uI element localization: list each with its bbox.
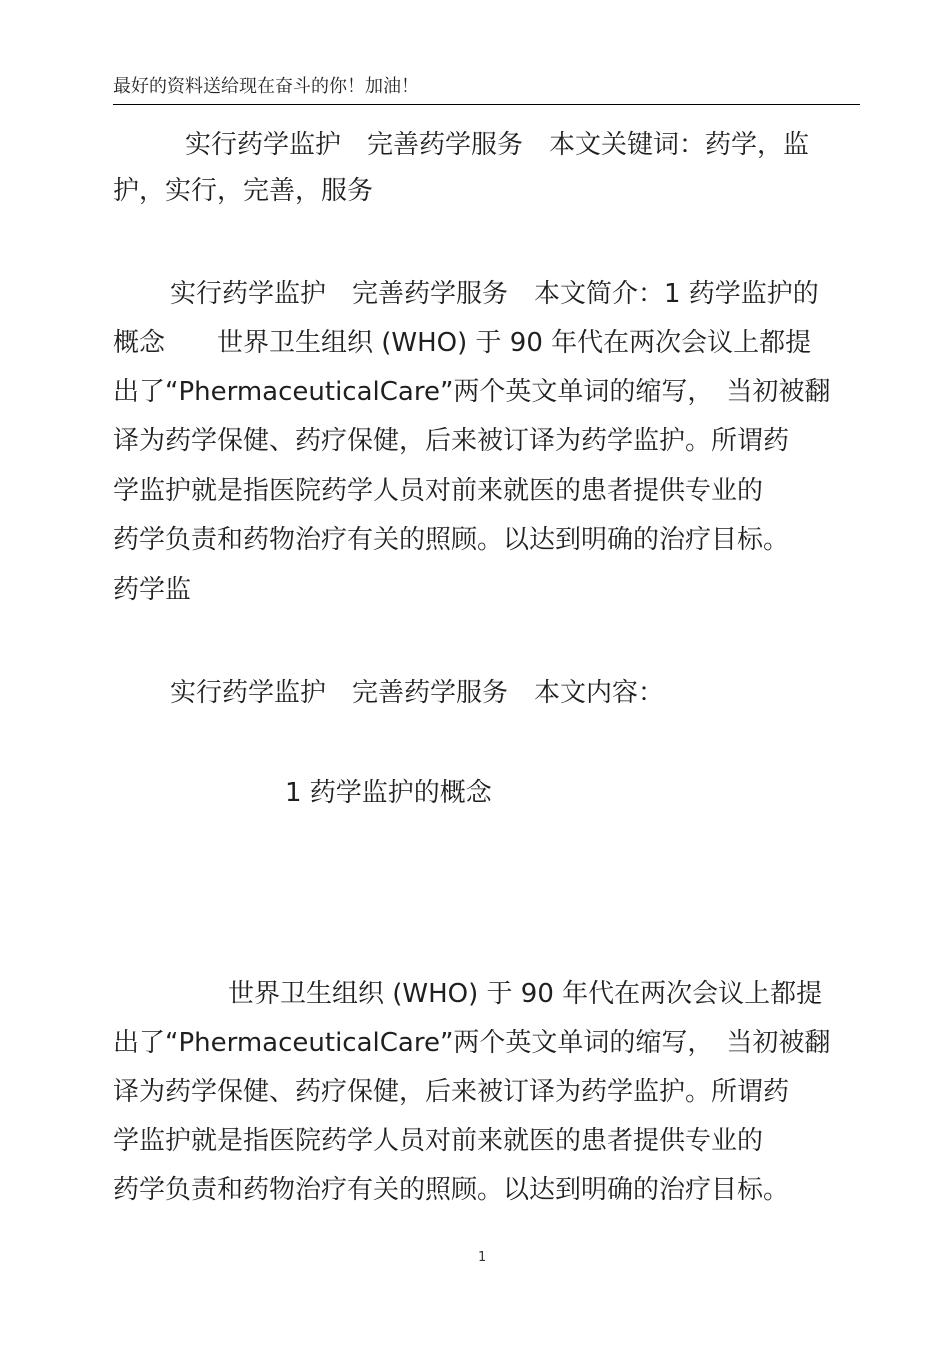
- body-line: 译为药学保健、药疗保健，后来被订译为药学监护。所谓药: [113, 1077, 790, 1107]
- header-rule: [113, 104, 860, 105]
- body-line: 出了“PhermaceuticalCare”两个英文单词的缩写， 当初被翻: [113, 1028, 831, 1058]
- body-line: 世界卫生组织 (WHO) 于 90 年代在两次会议上都提: [228, 979, 823, 1009]
- keywords-line-1: 实行药学监护 完善药学服务 本文关键词：药学，监: [185, 130, 810, 160]
- intro-line: 学监护就是指医院药学人员对前来就医的患者提供专业的: [113, 476, 764, 506]
- body-line: 药学负责和药物治疗有关的照顾。以达到明确的治疗目标。: [113, 1175, 790, 1205]
- intro-line: 药学监: [113, 575, 192, 605]
- body-line: 学监护就是指医院药学人员对前来就医的患者提供专业的: [113, 1126, 764, 1156]
- page-number: 1: [478, 1250, 487, 1265]
- intro-line: 概念 世界卫生组织 (WHO) 于 90 年代在两次会议上都提: [113, 328, 812, 358]
- content-label: 实行药学监护 完善药学服务 本文内容：: [170, 678, 665, 708]
- keywords-line-2: 护，实行，完善，服务: [113, 176, 374, 206]
- intro-line: 药学负责和药物治疗有关的照顾。以达到明确的治疗目标。: [113, 525, 790, 555]
- page-header: 最好的资料送给现在奋斗的你！加油！: [113, 76, 419, 97]
- intro-line: 出了“PhermaceuticalCare”两个英文单词的缩写， 当初被翻: [113, 377, 831, 407]
- intro-line: 译为药学保健、药疗保健，后来被订译为药学监护。所谓药: [113, 426, 790, 456]
- section-heading: 1 药学监护的概念: [285, 778, 492, 808]
- intro-line: 实行药学监护 完善药学服务 本文简介：1 药学监护的: [170, 279, 819, 309]
